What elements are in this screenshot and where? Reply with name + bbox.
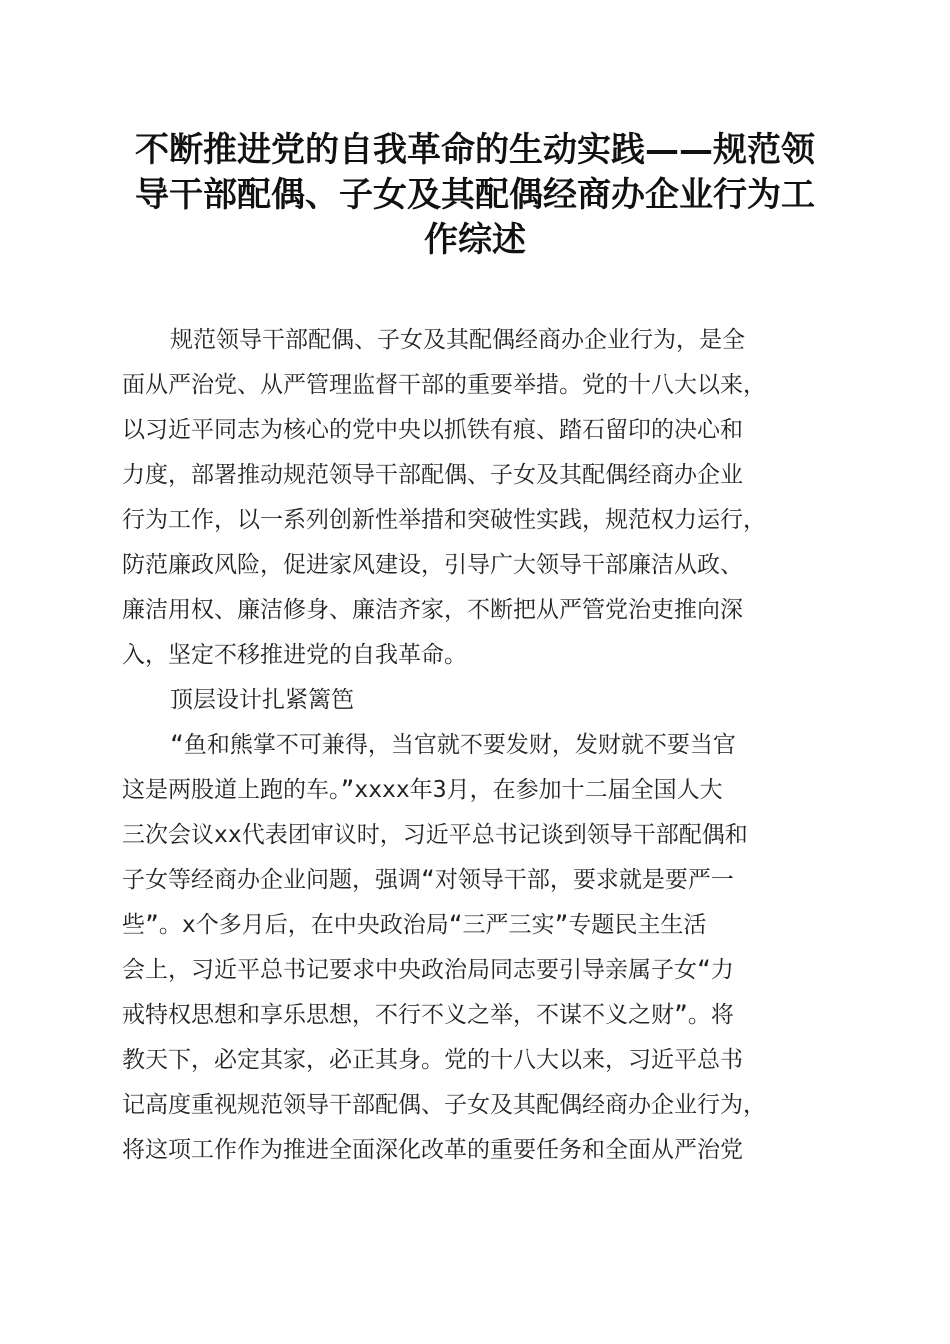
title-line: 作综述 [424,220,526,260]
text-line: 规范领导干部配偶、子女及其配偶经商办企业行为，是全 [170,327,745,353]
paragraph-intro [122,318,828,678]
title-line: 不断推进党的自我革命的生动实践——规范领 [135,130,815,170]
title-line: 导干部配偶、子女及其配偶经商办企业行为工 [135,175,815,215]
text-line: 力度，部署推动规范领导干部配偶、子女及其配偶经商办企业 [122,462,743,488]
text-line: 廉洁用权、廉洁修身、廉洁齐家，不断把从严管党治吏推向深 [122,597,743,623]
text-line: 行为工作，以一系列创新性举措和突破性实践，规范权力运行， [122,507,766,533]
text-line: 会上，习近平总书记要求中央政治局同志要引导亲属子女“力 [122,957,734,983]
text-line: 防范廉政风险，促进家风建设，引导广大领导干部廉洁从政、 [122,552,743,578]
text-line: 教天下，必定其家，必正其身。党的十八大以来，习近平总书 [122,1047,743,1073]
text-line: 将这项工作作为推进全面深化改革的重要任务和全面从严治党 [122,1137,743,1163]
text-line: 面从严治党、从严管理监督干部的重要举措。党的十八大以来， [122,372,766,398]
text-line: 三次会议xx代表团审议时，习近平总书记谈到领导干部配偶和 [122,822,748,848]
text-line: 记高度重视规范领导干部配偶、子女及其配偶经商办企业行为， [122,1092,766,1118]
text-line: 戒特权思想和享乐思想，不行不义之举，不谋不义之财”。将 [122,1002,734,1028]
paragraph-top-level-design [122,723,828,1173]
text-line: 以习近平同志为核心的党中央以抓铁有痕、踏石留印的决心和 [122,417,743,443]
text-line: 些”。x个多月后，在中央政治局“三严三实”专题民主生活 [122,912,707,938]
text-line: “鱼和熊掌不可兼得，当官就不要发财，发财就不要当官 [170,732,736,758]
text-line: 入，坚定不移推进党的自我革命。 [122,642,467,668]
document-body [122,318,828,1173]
text-line: 子女等经商办企业问题，强调“对领导干部，要求就是要严一 [122,867,734,893]
document-title [110,128,840,263]
text-line: 这是两股道上跑的车。”xxxx年3月，在参加十二届全国人大 [122,777,723,803]
section-heading: 顶层设计扎紧篱笆 [170,687,354,713]
